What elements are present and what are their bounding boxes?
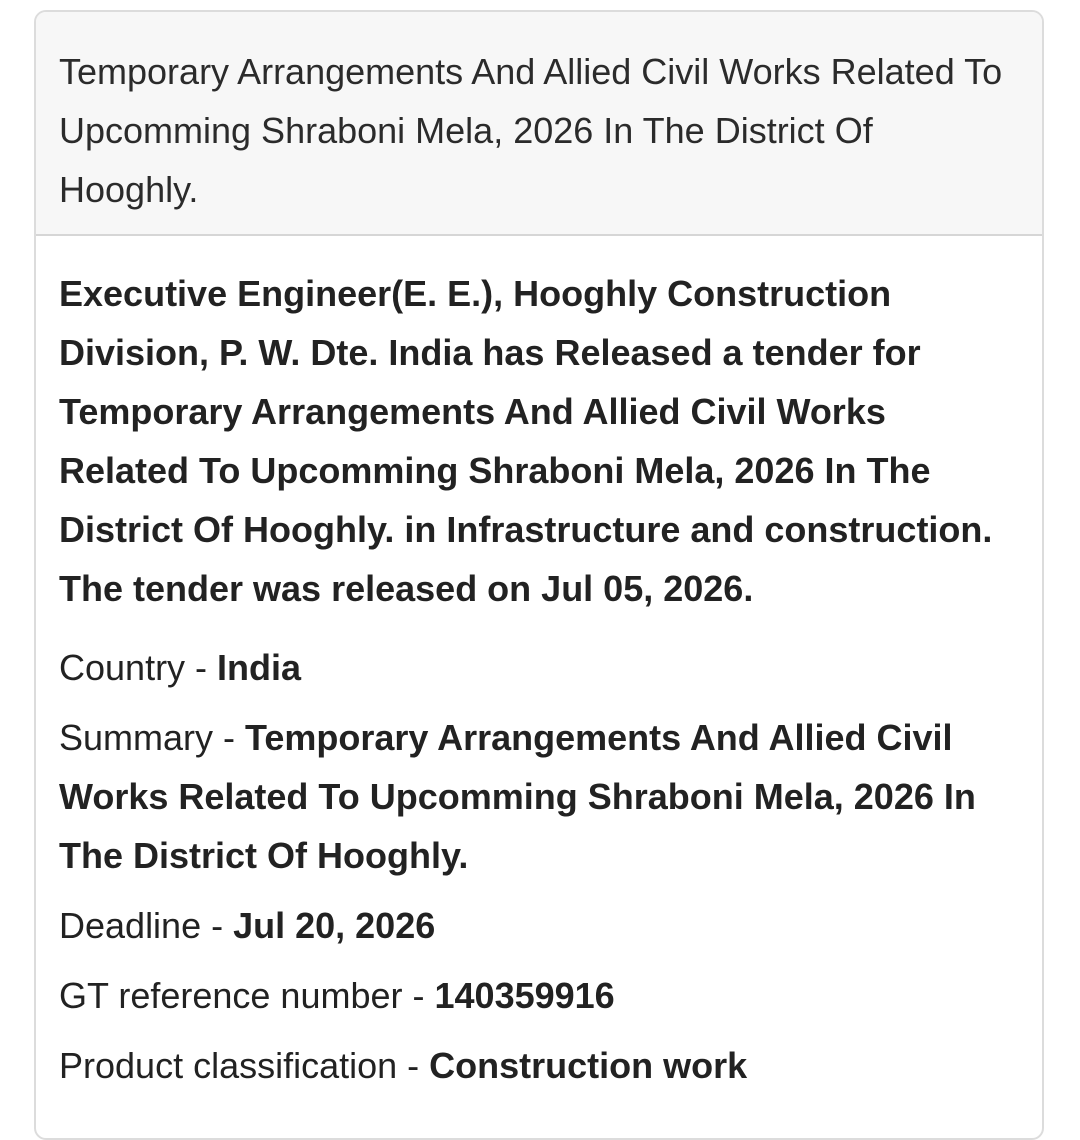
sector-release-text: in Infrastructure and construction. The tender was released on Jul 05, 2026. (59, 509, 993, 609)
detail-deadline (59, 896, 1020, 955)
detail-gt-reference (59, 966, 1020, 1025)
issuer-text: Executive Engineer(E. E.), Hooghly Construction Division, P. W. Dte. India has Released a tender for (59, 273, 921, 373)
summary-value: Temporary Arrangements And Allied Civil Works Related To Upcomming Shraboni Mela, 2026 In The District Of Hooghly. (59, 717, 976, 876)
gt-reference-label: GT reference number - (59, 975, 435, 1016)
tender-title[interactable]: Temporary Arrangements And Allied Civil Works Related To Upcomming Shraboni Mela, 2026 In The District Of Hooghly. (59, 51, 1003, 210)
deadline-label: Deadline - (59, 905, 234, 946)
country-value: India (217, 647, 302, 688)
tender-card-header (36, 12, 1042, 236)
gt-reference-value: 140359916 (434, 975, 615, 1016)
country-label: Country - (59, 647, 218, 688)
detail-country (59, 638, 1020, 697)
tender-card (34, 10, 1044, 1140)
summary-label: Summary - (59, 717, 246, 758)
tender-title-bold: Temporary Arrangements And Allied Civil Works Related To Upcomming Shraboni Mela, 2026 In The District Of Hooghly. (59, 391, 931, 550)
tender-description (59, 264, 1020, 618)
deadline-value: Jul 20, 2026 (233, 905, 436, 946)
product-classification-value: Construction work (429, 1045, 748, 1086)
detail-product-classification (59, 1036, 1020, 1095)
tender-card-body (36, 236, 1042, 1095)
detail-summary (59, 708, 1020, 885)
product-classification-label: Product classification - (59, 1045, 430, 1086)
